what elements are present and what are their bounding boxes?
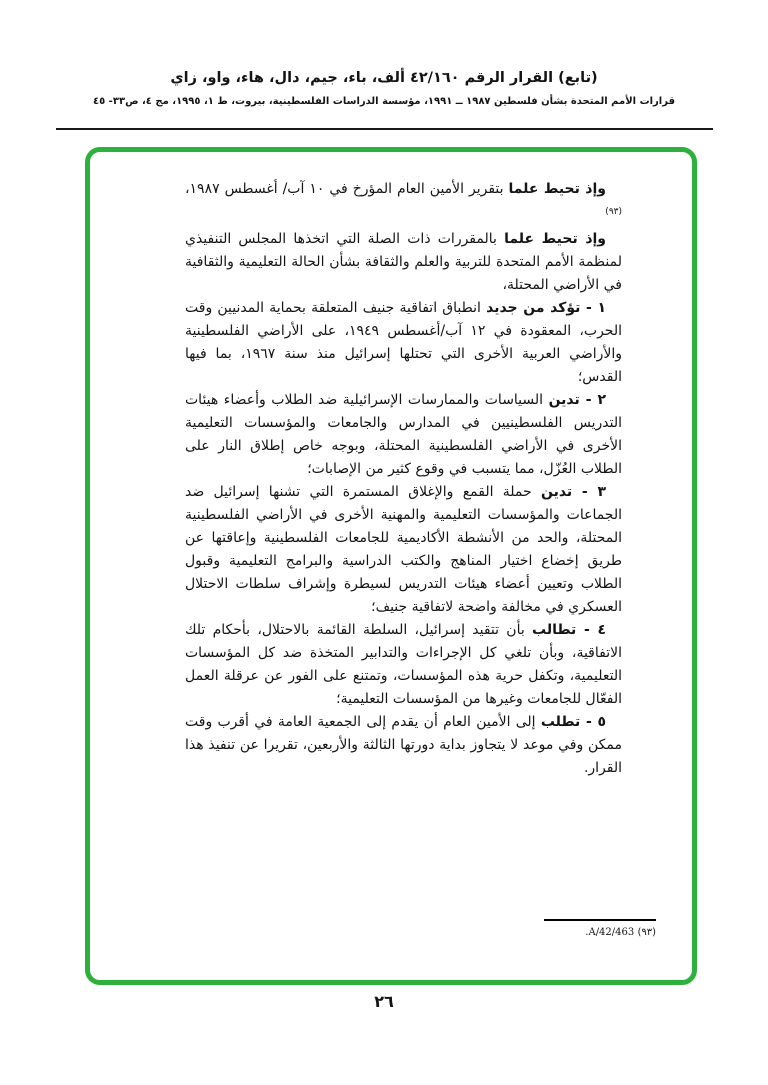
- footnote-divider: [544, 919, 656, 921]
- resolution-paragraph: [185, 178, 622, 228]
- green-frame: [85, 147, 697, 985]
- page-header: [0, 70, 768, 107]
- paragraph-text: انطباق اتفاقية جنيف المتعلقة بحماية المدنيين وقت الحرب، المعقودة في ١٢ آب/أغسطس ١٩٤٩، على الأراضي الفلسطينية والأراضي العربية الأخرى التي تحتلها إسرائيل منذ سنة ١٩٦٧، بما فيها القدس؛: [185, 299, 622, 385]
- paragraph-lead: وإذ تحيط علما: [504, 230, 606, 247]
- paragraph-text: بتقرير الأمين العام المؤرخ في ١٠ آب/ أغسطس ١٩٨٧،: [185, 181, 509, 197]
- paragraph-text: بأن تتقيد إسرائيل، السلطة القائمة بالاحتلال، بأحكام تلك الاتفاقية، وبأن تلغي كل الإجراءات والتدابير المتخذة ضد كل المؤسسات التعليمية، وتكفل حرية هذه المؤسسات، وتمتنع على الفور عن عرقلة العمل الفعّال للجامعات وغيرها من المؤسسات التعليمية؛: [185, 621, 622, 707]
- paragraph-lead: ٢ - تدين: [548, 391, 607, 408]
- footnote: [486, 919, 656, 938]
- footnote-ref: (٩٣): [605, 207, 622, 217]
- paragraph-lead: وإذ تحيط علما: [508, 181, 606, 197]
- paragraph-text: إلى الأمين العام أن يقدم إلى الجمعية العامة في أقرب وقت ممكن وفي موعد لا يتجاوز بداية دورتها الثالثة والأربعين، تقريرا عن تنفيذ هذا القرار.: [185, 713, 622, 776]
- source-citation: قرارات الأمم المتحدة بشأن فلسطين ١٩٨٧ ــ ١٩٩١، مؤسسة الدراسات الفلسطينية، بيروت، ط ١، ١٩٩٥، مج ٤، ص٣٣- ٤٥: [92, 96, 675, 107]
- footnote-marker: (٩٣): [637, 927, 656, 938]
- resolution-title: (تابع) القرار الرقم ٤٢/١٦٠ ألف، باء، جيم، دال، هاء، واو، زاي: [170, 70, 598, 86]
- paragraph-text: بالمقررات ذات الصلة التي اتخذها المجلس التنفيذي لمنظمة الأمم المتحدة للتربية والعلم والثقافة بشأن الحالة التعليمية والثقافية في الأراضي المحتلة،: [185, 230, 622, 293]
- resolution-body: [185, 178, 622, 893]
- paragraph-text: حملة القمع والإغلاق المستمرة التي تشنها إسرائيل ضد الجماعات والمؤسسات التعليمية والمهنية الأخرى في الأراضي الفلسطينية المحتلة، والحد من الأنشطة الأكاديمية للجامعات الفلسطينية وإعاقتها عن طريق إخضاع اختيار المناهج والكتب الدراسية والبرامج التعليمية وقبول الطلاب وتعيين أعضاء هيئات التدريس لسيطرة وإشراف سلطات الاحتلال العسكري في مخالفة واضحة لاتفاقية جنيف؛: [185, 483, 622, 615]
- paragraph-lead: ٥ - تطلب: [540, 713, 606, 730]
- resolution-paragraph: [185, 711, 622, 780]
- footnote-text: A/42/463.: [585, 927, 635, 938]
- paragraph-lead: ١ - تؤكد من جديد: [486, 299, 607, 316]
- resolution-paragraph: [185, 481, 622, 619]
- paragraph-lead: ٣ - تدين: [540, 483, 606, 500]
- header-divider: [56, 128, 713, 130]
- resolution-paragraph: [185, 297, 622, 389]
- resolution-paragraph: [185, 619, 622, 711]
- paragraph-lead: ٤ - تطالب: [532, 621, 606, 638]
- footnote-line: [486, 927, 656, 938]
- resolution-paragraph: [185, 228, 622, 297]
- resolution-paragraph: [185, 389, 622, 481]
- paragraph-text: السياسات والممارسات الإسرائيلية ضد الطلاب وأعضاء هيئات التدريس الفلسطينيين في المدارس والجامعات والمؤسسات التعليمية الأخرى في الأراضي الفلسطينية المحتلة، وبوجه خاص إطلاق النار على الطلاب العُزّل، مما يتسبب في وقوع كثير من الإصابات؛: [185, 391, 622, 477]
- page-number: ٢٦: [374, 992, 394, 1011]
